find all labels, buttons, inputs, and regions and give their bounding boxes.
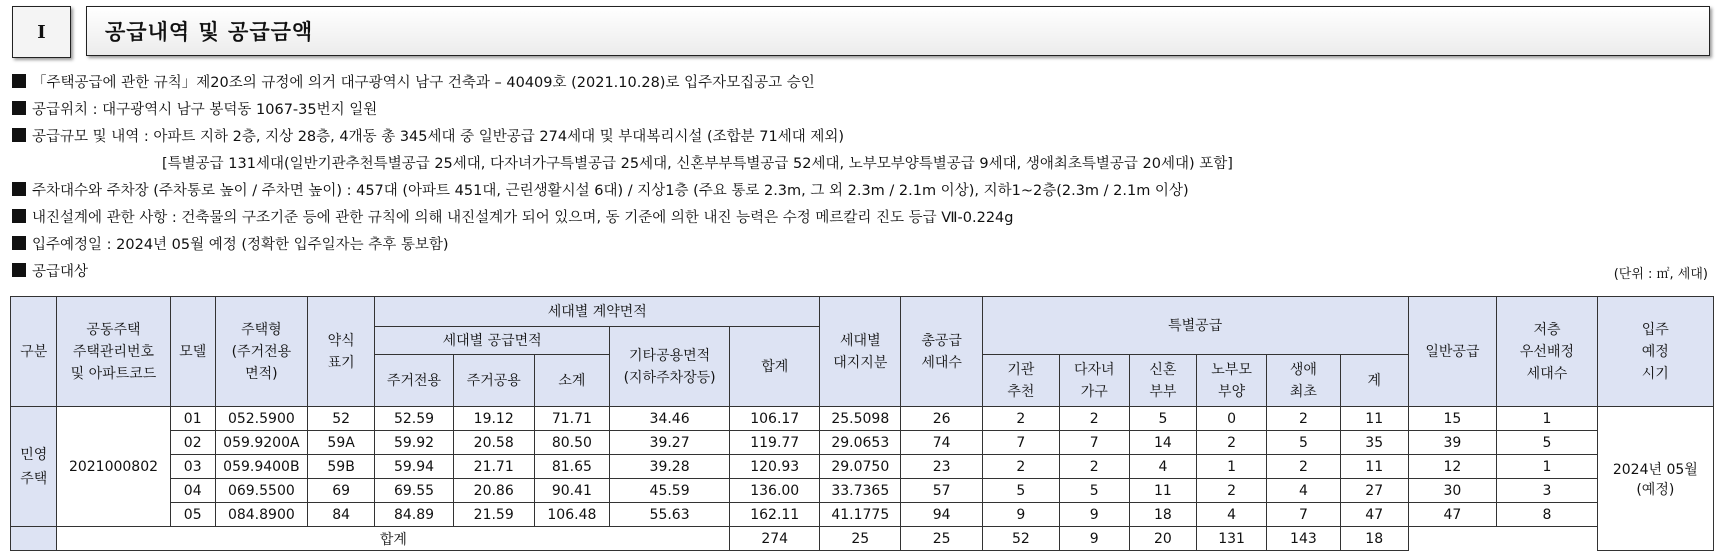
row-cell: 162.11 — [730, 503, 820, 527]
row-cell: 71.71 — [534, 407, 609, 431]
th-sp-sum: 계 — [1340, 355, 1408, 407]
section-number: I — [12, 6, 71, 58]
row-cell: 80.50 — [534, 431, 609, 455]
row-cell: 41.1775 — [820, 503, 901, 527]
square-bullet-icon — [12, 128, 26, 142]
row-cell: 57 — [901, 479, 982, 503]
row-cell: 059.9400B — [215, 455, 307, 479]
table-body — [11, 407, 1714, 551]
row-cell: 30 — [1408, 479, 1497, 503]
row-cell: 59A — [307, 431, 375, 455]
row-cell: 1 — [1197, 455, 1267, 479]
row-cell: 74 — [901, 431, 982, 455]
row-cell: 4 — [1129, 455, 1197, 479]
row-cell: 59.92 — [375, 431, 453, 455]
row-cell: 15 — [1408, 407, 1497, 431]
row-cell: 2 — [1266, 407, 1340, 431]
note-move-in: 입주예정일 : 2024년 05월 예정 (정확한 입주일자는 추후 통보함) — [12, 232, 1712, 259]
row-cell: 2 — [982, 407, 1059, 431]
square-bullet-icon — [12, 182, 26, 196]
row-cell: 25.5098 — [820, 407, 901, 431]
total-cell: 9 — [1059, 527, 1129, 551]
row-cell: 05 — [170, 503, 215, 527]
notes-list — [12, 70, 1712, 286]
total-cell: 52 — [982, 527, 1059, 551]
row-cell: 106.48 — [534, 503, 609, 527]
row-cell: 03 — [170, 455, 215, 479]
row-cell: 02 — [170, 431, 215, 455]
th-land-share: 세대별 대지지분 — [820, 297, 901, 407]
row-cell: 19.12 — [453, 407, 534, 431]
total-cell: 131 — [1197, 527, 1267, 551]
row-cell: 9 — [982, 503, 1059, 527]
note-parking: 주차대수와 주차장 (주차통로 높이 / 주차면 높이) : 457대 (아파트 451대, 근린생활시설 6대) / 지상1층 (주요 통로 2.3m, 그 외 2.3m / 2.1m 이상), 지하1~2층(2.3m / 2.1m 이상) — [12, 178, 1712, 205]
th-general-supply: 일반공급 — [1408, 297, 1497, 407]
th-supply-area: 세대별 공급면적 — [375, 327, 609, 355]
th-code: 공동주택 주택관리번호 및 아파트코드 — [57, 297, 170, 407]
table-header — [11, 297, 1714, 407]
row-cell: 5 — [1129, 407, 1197, 431]
square-bullet-icon — [12, 236, 26, 250]
note-special-supply: [특별공급 131세대(일반기관추천특별공급 25세대, 다자녀가구특별공급 25세대, 신혼부부특별공급 52세대, 노부모부양특별공급 9세대, 생애최초특별공급 20세대) 포함] — [162, 156, 1233, 172]
row-cell: 5 — [982, 479, 1059, 503]
note-scale: 공급규모 및 내역 : 아파트 지하 2층, 지상 28층, 4개동 총 345세대 중 일반공급 274세대 및 부대복리시설 (조합분 71세대 제외) — [12, 124, 1712, 151]
row-cell: 90.41 — [534, 479, 609, 503]
row-cell: 4 — [1266, 479, 1340, 503]
row-cell: 14 — [1129, 431, 1197, 455]
row-cell: 26 — [901, 407, 982, 431]
th-low-floor: 저층 우선배정 세대수 — [1497, 297, 1597, 407]
row-cell: 059.9200A — [215, 431, 307, 455]
housing-code-cell: 2021000802 — [57, 407, 170, 527]
row-cell: 119.77 — [730, 431, 820, 455]
total-row — [11, 527, 1714, 551]
th-model: 모델 — [170, 297, 215, 407]
note-supply-target: 공급대상 — [12, 259, 1712, 286]
row-cell: 04 — [170, 479, 215, 503]
row-cell: 1 — [1497, 407, 1597, 431]
square-bullet-icon — [12, 74, 26, 88]
row-cell: 69 — [307, 479, 375, 503]
th-exclusive: 주거전용 — [375, 355, 453, 407]
row-cell: 21.59 — [453, 503, 534, 527]
row-cell: 5 — [1266, 431, 1340, 455]
table-row — [11, 407, 1714, 431]
total-cell: 18 — [1340, 527, 1408, 551]
row-cell: 5 — [1497, 431, 1597, 455]
row-cell: 8 — [1497, 503, 1597, 527]
row-cell: 27 — [1340, 479, 1408, 503]
row-cell: 2 — [1197, 479, 1267, 503]
row-cell: 45.59 — [609, 479, 729, 503]
row-cell: 2 — [1266, 455, 1340, 479]
th-total-supply: 총공급 세대수 — [901, 297, 982, 407]
row-cell: 33.7365 — [820, 479, 901, 503]
row-cell: 11 — [1340, 407, 1408, 431]
row-cell: 21.71 — [453, 455, 534, 479]
row-cell: 59B — [307, 455, 375, 479]
square-bullet-icon — [12, 263, 26, 277]
row-cell: 7 — [982, 431, 1059, 455]
row-cell: 7 — [1059, 431, 1129, 455]
row-cell: 120.93 — [730, 455, 820, 479]
row-cell: 2 — [1059, 455, 1129, 479]
row-cell: 5 — [1059, 479, 1129, 503]
th-gubun: 구분 — [11, 297, 57, 407]
row-cell: 52.59 — [375, 407, 453, 431]
row-cell: 94 — [901, 503, 982, 527]
row-cell: 81.65 — [534, 455, 609, 479]
total-label: 합계 — [57, 527, 730, 551]
th-type: 주택형 (주거전용 면적) — [215, 297, 307, 407]
row-cell: 84 — [307, 503, 375, 527]
th-other-common: 기타공용면적 (지하주차장등) — [609, 327, 729, 407]
row-cell: 18 — [1129, 503, 1197, 527]
row-cell: 11 — [1129, 479, 1197, 503]
table-row — [11, 455, 1714, 479]
row-cell: 11 — [1340, 455, 1408, 479]
row-cell: 106.17 — [730, 407, 820, 431]
move-in-cell: 2024년 05월 (예정) — [1597, 407, 1713, 551]
row-cell: 39.27 — [609, 431, 729, 455]
th-subtotal: 소계 — [534, 355, 609, 407]
row-cell: 29.0653 — [820, 431, 901, 455]
total-cell: 20 — [1129, 527, 1197, 551]
section-header — [12, 6, 1712, 58]
th-sp-institution: 기관 추천 — [982, 355, 1059, 407]
th-special-supply: 특별공급 — [982, 297, 1408, 355]
th-sp-newlywed: 신혼 부부 — [1129, 355, 1197, 407]
total-cell: 25 — [820, 527, 901, 551]
row-cell: 136.00 — [730, 479, 820, 503]
row-cell: 23 — [901, 455, 982, 479]
row-cell: 20.86 — [453, 479, 534, 503]
row-cell: 12 — [1408, 455, 1497, 479]
row-cell: 4 — [1197, 503, 1267, 527]
row-cell: 084.8900 — [215, 503, 307, 527]
row-cell: 47 — [1408, 503, 1497, 527]
th-contract-area: 세대별 계약면적 — [375, 297, 820, 327]
row-cell: 1 — [1497, 455, 1597, 479]
th-sp-multichild: 다자녀 가구 — [1059, 355, 1129, 407]
row-cell: 9 — [1059, 503, 1129, 527]
row-cell: 01 — [170, 407, 215, 431]
row-cell: 35 — [1340, 431, 1408, 455]
row-cell: 29.0750 — [820, 455, 901, 479]
total-left-blank — [11, 527, 57, 551]
row-cell: 59.94 — [375, 455, 453, 479]
note-rule: 「주택공급에 관한 규칙」제20조의 규정에 의거 대구광역시 남구 건축과 – 40409호 (2021.10.28)로 입주자모집공고 승인 — [12, 70, 1712, 97]
row-cell: 069.5500 — [215, 479, 307, 503]
th-sp-first-home: 생애 최초 — [1266, 355, 1340, 407]
unit-note: (단위 : ㎡, 세대) — [1613, 267, 1708, 282]
square-bullet-icon — [12, 209, 26, 223]
total-cell: 25 — [901, 527, 982, 551]
row-cell: 47 — [1340, 503, 1408, 527]
note-location: 공급위치 : 대구광역시 남구 봉덕동 1067-35번지 일원 — [12, 97, 1712, 124]
th-area-total: 합계 — [730, 327, 820, 407]
row-cell: 39 — [1408, 431, 1497, 455]
table-row — [11, 431, 1714, 455]
row-cell: 52 — [307, 407, 375, 431]
row-cell: 0 — [1197, 407, 1267, 431]
supply-table — [10, 296, 1714, 551]
row-cell: 84.89 — [375, 503, 453, 527]
section-title: 공급내역 및 공급금액 — [86, 6, 1710, 56]
row-cell: 2 — [1197, 431, 1267, 455]
th-move-in: 입주 예정 시기 — [1597, 297, 1713, 407]
row-cell: 34.46 — [609, 407, 729, 431]
total-cell: 274 — [730, 527, 820, 551]
table-row — [11, 503, 1714, 527]
row-cell: 20.58 — [453, 431, 534, 455]
note-seismic: 내진설계에 관한 사항 : 건축물의 구조기준 등에 관한 규칙에 의해 내진설계가 되어 있으며, 동 기준에 의한 내진 능력은 수정 메르칼리 진도 등급 Ⅶ-0.224g — [12, 205, 1712, 232]
total-cell: 143 — [1266, 527, 1340, 551]
row-cell: 7 — [1266, 503, 1340, 527]
square-bullet-icon — [12, 101, 26, 115]
category-cell: 민영 주택 — [11, 407, 57, 527]
th-sp-parents: 노부모 부양 — [1197, 355, 1267, 407]
row-cell: 2 — [1059, 407, 1129, 431]
row-cell: 55.63 — [609, 503, 729, 527]
row-cell: 052.5900 — [215, 407, 307, 431]
row-cell: 69.55 — [375, 479, 453, 503]
row-cell: 2 — [982, 455, 1059, 479]
row-cell: 3 — [1497, 479, 1597, 503]
row-cell: 39.28 — [609, 455, 729, 479]
th-abbr: 약식 표기 — [307, 297, 375, 407]
th-common: 주거공용 — [453, 355, 534, 407]
table-row — [11, 479, 1714, 503]
